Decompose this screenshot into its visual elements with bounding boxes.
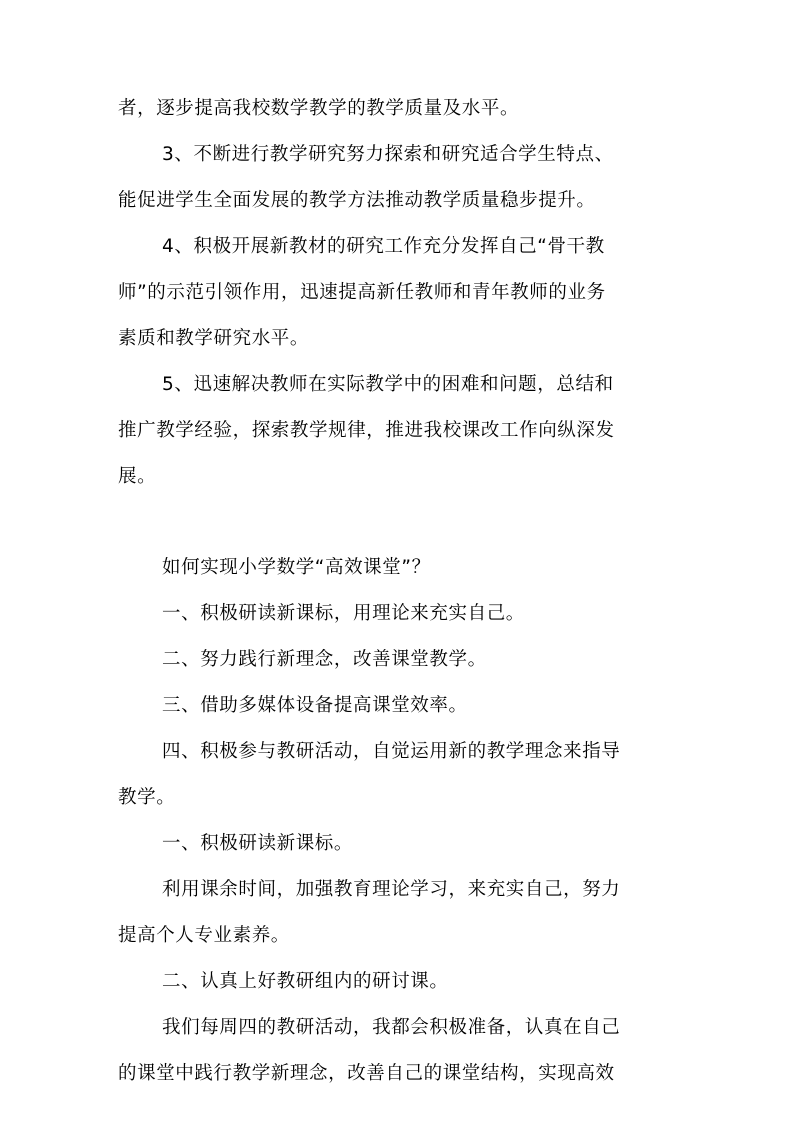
subheading: 二、认真上好教研组内的研讨课。 bbox=[162, 971, 449, 992]
list-item: 二、努力践行新理念，改善课堂教学。 bbox=[162, 649, 487, 670]
text-line: 师”的示范引领作用，迅速提高新任教师和青年教师的业务 bbox=[118, 282, 606, 303]
text-line: 素质和教学研究水平。 bbox=[118, 328, 310, 349]
paragraph-line: 4、积极开展新教材的研究工作充分发挥自己“骨干教 bbox=[162, 236, 605, 257]
list-item: 四、积极参与教研活动，自觉运用新的教学理念来指导 bbox=[162, 741, 621, 762]
document-body bbox=[118, 96, 678, 1086]
paragraph-line: 5、迅速解决教师在实际教学中的困难和问题，总结和 bbox=[162, 374, 614, 395]
paragraph-line: 利用课余时间，加强教育理论学习，来充实自己，努力 bbox=[162, 879, 621, 900]
subheading: 一、积极研读新课标。 bbox=[162, 833, 354, 854]
text-line: 提高个人专业素养。 bbox=[118, 925, 290, 946]
section-heading: 如何实现小学数学“高效课堂”？ bbox=[162, 557, 431, 578]
list-item: 一、积极研读新课标，用理论来充实自己。 bbox=[162, 603, 525, 624]
text-line: 教学。 bbox=[118, 787, 176, 808]
paragraph-line: 我们每周四的教研活动，我都会积极准备，认真在自己 bbox=[162, 1017, 621, 1038]
list-item: 三、借助多媒体设备提高课堂效率。 bbox=[162, 695, 468, 716]
text-line: 的课堂中践行教学新理念，改善自己的课堂结构，实现高效 bbox=[118, 1063, 615, 1084]
text-line: 者，逐步提高我校数学教学的教学质量及水平。 bbox=[118, 98, 520, 119]
text-line: 推广教学经验，探索教学规律，推进我校课改工作向纵深发 bbox=[118, 420, 615, 441]
text-line: 展。 bbox=[118, 466, 157, 487]
paragraph-line: 3、不断进行教学研究努力探索和研究适合学生特点、 bbox=[162, 144, 614, 165]
text-line: 能促进学生全面发展的教学方法推动教学质量稳步提升。 bbox=[118, 190, 596, 211]
